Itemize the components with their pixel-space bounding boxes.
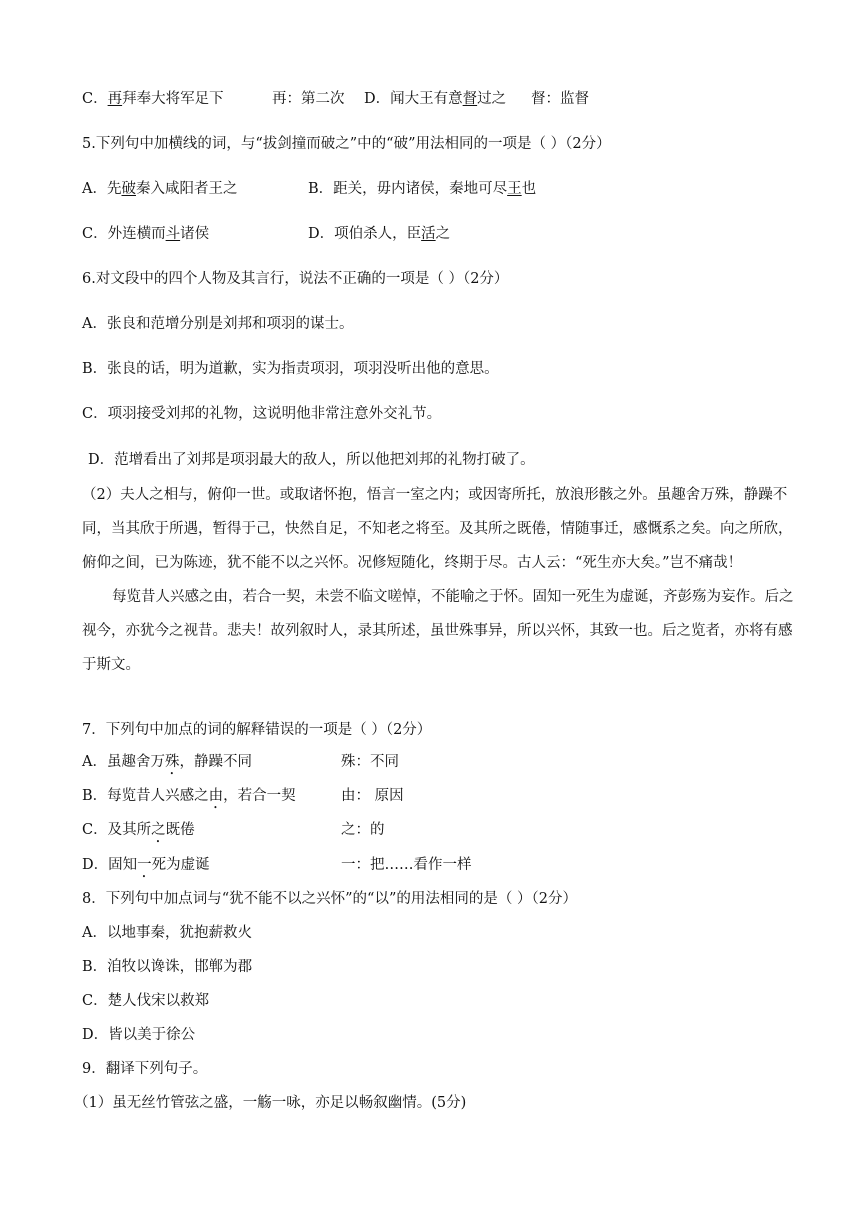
- q5-option-c-prefix: C．外连横而: [82, 226, 166, 242]
- q7-option-d: [82, 855, 210, 881]
- q7-option-a: [82, 752, 252, 778]
- q5-option-b-text: 也: [521, 181, 537, 197]
- q4-option-d: [364, 89, 506, 109]
- q7-option-b-gloss: 由： 原因: [341, 788, 404, 804]
- q7-option-b: [82, 786, 296, 812]
- q8-option-b: B．洎牧以谗诛，邯郸为郡: [82, 959, 253, 975]
- q7-option-b-dotted-word: 由: [208, 788, 224, 804]
- q9-stem: 9．翻译下列句子。: [82, 1061, 208, 1077]
- q4-option-d-prefix: D．闻大王有意: [364, 91, 463, 107]
- q7-option-b-prefix: B．每览昔人兴感之: [82, 788, 209, 804]
- q4-option-d-text: 过之: [477, 91, 507, 107]
- q5-option-a: [82, 179, 237, 199]
- q5-option-b-prefix: B．距关，毋内诸侯，秦地可尽: [308, 181, 508, 197]
- q7-option-c-text: 既倦: [165, 822, 195, 838]
- q5-option-c-text: 诸侯: [180, 226, 210, 242]
- q5-option-d: [308, 224, 450, 244]
- q5-option-c: [82, 224, 209, 244]
- q7-option-c-prefix: C．及其所: [82, 822, 152, 838]
- q7-stem: 7．下列句中加点的词的解释错误的一项是（ ）（2分）: [82, 722, 432, 738]
- q5-option-a-underlined-word: 破: [121, 181, 136, 197]
- q5-option-d-text: 之: [435, 226, 451, 242]
- q6-option-a: A．张良和范增分别是刘邦和项羽的谋士。: [82, 316, 354, 332]
- q4-option-d-gloss: 督：监督: [531, 91, 589, 107]
- q4-option-c-text: 拜奉大将军足下: [122, 91, 224, 107]
- q5-option-a-prefix: A．先: [82, 181, 122, 197]
- q7-option-b-text: ，若合一契: [223, 788, 296, 804]
- q6-stem: 6.对文段中的四个人物及其言行，说法不正确的一项是（ ）（2分）: [82, 271, 509, 287]
- passage-paragraph-1: （2）夫人之相与，俯仰一世。或取诸怀抱，悟言一室之内；或因寄所托，放浪形骸之外。虽趣舍万殊，静躁不同，当其欣于所遇，暂得于己，快然自足，不知老之将至。及其所之既倦，情随事迁，感慨系之矣。向之所欣，俯仰之间，已为陈迹，犹不能不以之兴怀。况修短随化，终期于尽。古人云：“死生亦大矣。”岂不痛哉！: [82, 487, 793, 571]
- q5-option-c-underlined-word: 斗: [165, 226, 181, 242]
- passage: [82, 478, 800, 682]
- q8-option-c: C．楚人伐宋以救郑: [82, 993, 210, 1009]
- q8-option-a: A．以地事秦，犹抱薪救火: [82, 925, 252, 941]
- q4-option-c: [82, 89, 224, 109]
- q5-option-d-prefix: D．项伯杀人，臣: [308, 226, 422, 242]
- q7-option-a-gloss: 殊：不同: [341, 754, 399, 770]
- q5-option-a-text: 秦入咸阳者王之: [135, 181, 238, 197]
- q9-sentence-1: （1）虽无丝竹管弦之盛，一觞一咏，亦足以畅叙幽情。(5分): [74, 1095, 467, 1111]
- passage-paragraph-2: 每览昔人兴感之由，若合一契，未尝不临文嗟悼，不能喻之于怀。固知一死生为虚诞，齐彭殇为妄作。后之视今，亦犹今之视昔。悲夫！故列叙时人，录其所述，虽世殊事异，所以兴怀，其致一也。后之览者，亦将有感于斯文。: [82, 589, 794, 673]
- q7-option-d-gloss: 一：把……看作一样: [341, 857, 472, 873]
- q7-option-a-text: ，静躁不同: [179, 754, 252, 770]
- q5-option-d-underlined-word: 活: [421, 226, 436, 242]
- q5-stem: 5.下列句中加横线的词，与“拔剑撞而破之”中的“破”用法相同的一项是（ ）（2分）: [82, 136, 611, 152]
- q7-option-a-prefix: A．虽趣舍万: [82, 754, 165, 770]
- q6-option-b: B．张良的话，明为道歉，实为指责项羽，项羽没听出他的意思。: [82, 361, 499, 377]
- q6-option-c: C．项羽接受刘邦的礼物，这说明他非常注意外交礼节。: [82, 406, 442, 422]
- q4-option-c-underlined-word: 再: [107, 91, 123, 107]
- q7-option-c: [82, 820, 195, 846]
- q5-option-b: [308, 179, 536, 199]
- q4-option-c-gloss: 再：第二次: [272, 91, 345, 107]
- q8-stem: 8．下列句中加点词与“犹不能不以之兴怀”的“以”的用法相同的是（ ）（2分）: [82, 891, 577, 907]
- q7-option-d-text: 死为虚诞: [151, 857, 210, 873]
- q7-option-d-prefix: D．固知: [82, 857, 138, 873]
- q7-option-a-dotted-word: 殊: [164, 754, 180, 770]
- q6-option-d: D．范增看出了刘邦是项羽最大的敌人，所以他把刘邦的礼物打破了。: [88, 452, 535, 468]
- q5-option-b-underlined-word: 王: [507, 181, 522, 197]
- q8-option-d: D．皆以美于徐公: [82, 1027, 196, 1043]
- q7-option-c-dotted-word: 之: [151, 822, 166, 838]
- q4-option-d-underlined-word: 督: [462, 91, 478, 107]
- q7-option-d-dotted-word: 一: [137, 857, 152, 873]
- q4-option-c-prefix: C．: [82, 91, 108, 107]
- q7-option-c-gloss: 之：的: [341, 822, 385, 838]
